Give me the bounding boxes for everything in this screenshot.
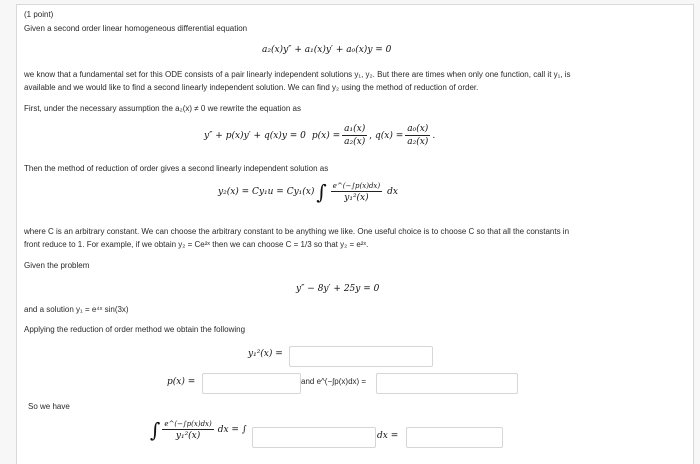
q-fraction — [405, 124, 430, 147]
y2-numerator: e^(−∫p(x)dx) — [332, 181, 381, 190]
given-solution-text: and a solution y₁ = e⁴ˣ sin(3x) — [24, 305, 129, 314]
paragraph-fundamental-set-line1: we know that a fundamental set for this ODE consists of a pair linearly independent solutions y₁, y₂. But there are times when only one function, call it y₁, is — [24, 70, 571, 79]
integral-sign-icon: ∫ — [316, 180, 327, 204]
p-definition-lhs: p(x) = — [311, 130, 341, 141]
paragraph-assumption: First, under the necessary assumption the a₂(x) ≠ 0 we rewrite the equation as — [24, 104, 301, 113]
y2-fraction — [331, 182, 382, 203]
standard-form-equation: y″ + p(x)y′ + q(x)y = 0 p(x) = $\frac{\text{a₁(x)}}{\text{a₂(x)}}$ , q(x) = $\frac{\text{a₀(x)}}{\text{a₂(x)}}$ . — [204, 124, 436, 147]
final-integral-expression — [150, 418, 247, 442]
p-fraction — [342, 124, 367, 147]
q-denominator: a₂(x) — [407, 137, 429, 147]
final-numerator: e^(−∫p(x)dx) — [164, 419, 212, 428]
paragraph-constant-line2: front reduce to 1. For example, if we obtain y₂ = Ce²ˣ then we can choose C = 1/3 so that y₂ = e²ˣ. — [24, 240, 369, 249]
so-we-have-label: So we have — [28, 402, 70, 411]
standard-form-lhs: y″ + p(x)y′ + q(x)y = 0 — [204, 130, 306, 141]
integrand-input[interactable] — [252, 427, 376, 448]
exp-integral-input[interactable] — [376, 373, 518, 394]
y2-lhs: y₂(x) = Cy₁u = Cy₁(x) — [218, 187, 315, 197]
points-label: (1 point) — [24, 10, 54, 19]
general-equation: a₂(x)y″ + a₁(x)y′ + a₀(x)y = 0 — [262, 45, 392, 55]
q-definition-lhs: q(x) = — [374, 130, 404, 141]
integral-sign-left-icon: ∫ — [150, 418, 161, 442]
p-denominator: a₂(x) — [344, 137, 366, 147]
y1-squared-input[interactable] — [289, 346, 433, 367]
intro-text: Given a second order linear homogeneous differential equation — [24, 24, 248, 33]
final-dx-equals: dx = ∫ — [217, 425, 247, 435]
y2-dx: dx — [387, 187, 398, 197]
paragraph-reduction-method: Then the method of reduction of order gives a second linearly independent solution as — [24, 164, 329, 173]
final-result-input[interactable] — [406, 427, 503, 448]
y1-squared-label: y₁²(x) = — [248, 349, 283, 359]
exp-integral-label: and e^(−∫p(x)dx) = — [301, 377, 367, 386]
final-denominator: y₁²(x) — [175, 430, 201, 441]
y2-denominator: y₁²(x) — [344, 192, 369, 203]
p-label: p(x) = — [167, 377, 196, 387]
final-dx-label: dx = — [377, 431, 399, 441]
problem-equation: y″ − 8y′ + 25y = 0 — [296, 284, 380, 294]
paragraph-constant-line1: where C is an arbitrary constant. We can choose the arbitrary constant to be anything we like. One useful choice is to choose C so that all the constants in — [24, 227, 570, 236]
p-numerator: a₁(x) — [344, 124, 366, 134]
q-numerator: a₀(x) — [407, 124, 429, 134]
y2-formula — [218, 180, 398, 204]
final-fraction — [162, 420, 213, 441]
p-input[interactable] — [202, 373, 301, 394]
given-problem-label: Given the problem — [24, 261, 90, 270]
applying-method-text: Applying the reduction of order method we obtain the following — [24, 325, 246, 334]
paragraph-fundamental-set-line2: available and we would like to find a second linearly independent solution. We can find y₂ using the method of reduction of order. — [24, 83, 479, 92]
